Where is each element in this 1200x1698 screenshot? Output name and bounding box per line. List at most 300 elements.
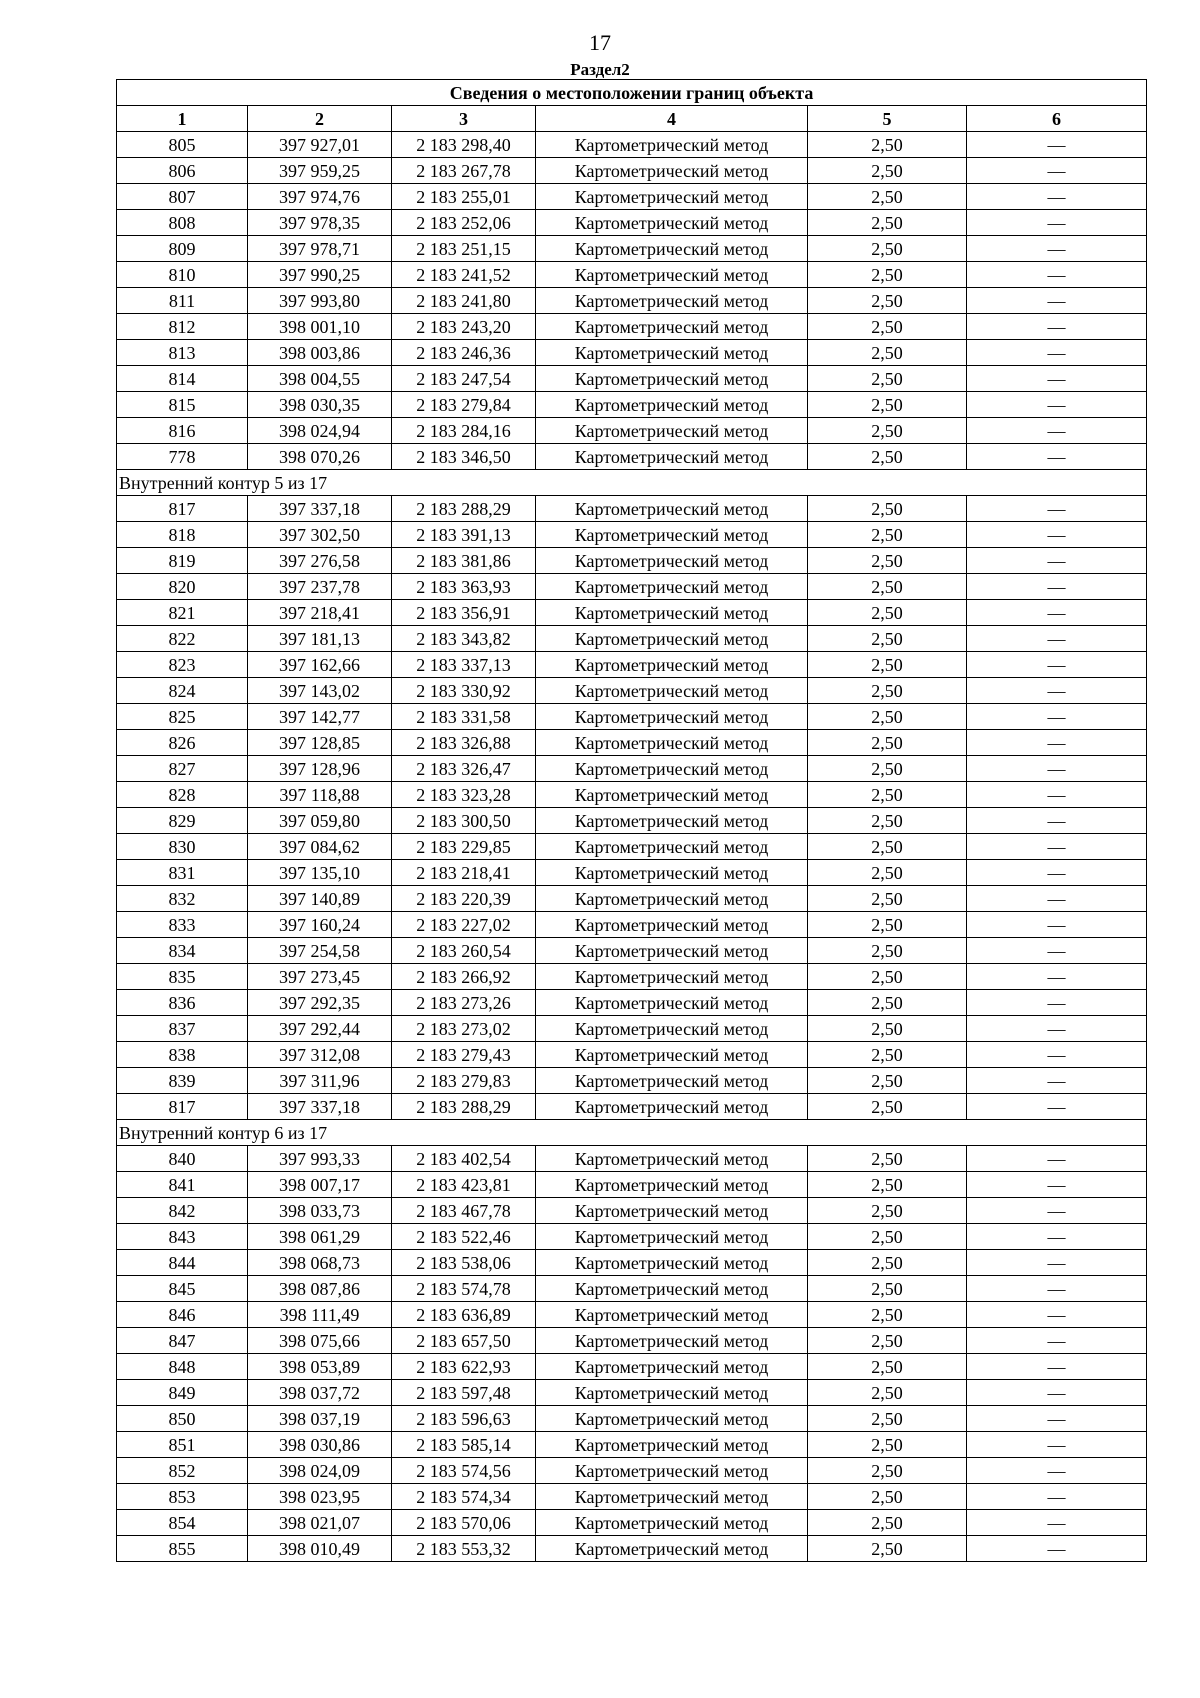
y-coordinate-cell: 2 183 284,16	[392, 418, 536, 444]
x-coordinate-cell: 397 181,13	[248, 626, 392, 652]
description-cell: —	[967, 1328, 1147, 1354]
y-coordinate-cell: 2 183 574,34	[392, 1484, 536, 1510]
y-coordinate-cell: 2 183 596,63	[392, 1406, 536, 1432]
point-number-cell: 822	[117, 626, 248, 652]
method-cell: Картометрический метод	[536, 392, 808, 418]
boundary-coordinates-table	[116, 79, 1147, 1562]
x-coordinate-cell: 397 312,08	[248, 1042, 392, 1068]
method-cell: Картометрический метод	[536, 184, 808, 210]
accuracy-cell: 2,50	[808, 1380, 967, 1406]
method-cell: Картометрический метод	[536, 1510, 808, 1536]
accuracy-cell: 2,50	[808, 1198, 967, 1224]
x-coordinate-cell: 397 959,25	[248, 158, 392, 184]
method-cell: Картометрический метод	[536, 912, 808, 938]
column-header: 6	[967, 106, 1147, 132]
description-cell: —	[967, 964, 1147, 990]
accuracy-cell: 2,50	[808, 1016, 967, 1042]
description-cell: —	[967, 912, 1147, 938]
description-cell: —	[967, 1172, 1147, 1198]
description-cell: —	[967, 990, 1147, 1016]
method-cell: Картометрический метод	[536, 1016, 808, 1042]
point-number-cell: 854	[117, 1510, 248, 1536]
x-coordinate-cell: 398 007,17	[248, 1172, 392, 1198]
x-coordinate-cell: 397 993,80	[248, 288, 392, 314]
description-cell: —	[967, 366, 1147, 392]
x-coordinate-cell: 398 033,73	[248, 1198, 392, 1224]
y-coordinate-cell: 2 183 570,06	[392, 1510, 536, 1536]
table-row	[117, 1146, 1147, 1172]
method-cell: Картометрический метод	[536, 1406, 808, 1432]
description-cell: —	[967, 444, 1147, 470]
description-cell: —	[967, 262, 1147, 288]
method-cell: Картометрический метод	[536, 366, 808, 392]
x-coordinate-cell: 397 311,96	[248, 1068, 392, 1094]
x-coordinate-cell: 397 990,25	[248, 262, 392, 288]
method-cell: Картометрический метод	[536, 444, 808, 470]
table-row	[117, 938, 1147, 964]
x-coordinate-cell: 397 292,35	[248, 990, 392, 1016]
point-number-cell: 815	[117, 392, 248, 418]
table-row	[117, 1016, 1147, 1042]
method-cell: Картометрический метод	[536, 626, 808, 652]
point-number-cell: 847	[117, 1328, 248, 1354]
table-row	[117, 1224, 1147, 1250]
y-coordinate-cell: 2 183 330,92	[392, 678, 536, 704]
method-cell: Картометрический метод	[536, 1224, 808, 1250]
y-coordinate-cell: 2 183 381,86	[392, 548, 536, 574]
column-header: 3	[392, 106, 536, 132]
table-row	[117, 1328, 1147, 1354]
y-coordinate-cell: 2 183 346,50	[392, 444, 536, 470]
point-number-cell: 838	[117, 1042, 248, 1068]
accuracy-cell: 2,50	[808, 652, 967, 678]
point-number-cell: 809	[117, 236, 248, 262]
x-coordinate-cell: 398 024,09	[248, 1458, 392, 1484]
y-coordinate-cell: 2 183 241,80	[392, 288, 536, 314]
point-number-cell: 829	[117, 808, 248, 834]
point-number-cell: 853	[117, 1484, 248, 1510]
x-coordinate-cell: 397 237,78	[248, 574, 392, 600]
point-number-cell: 825	[117, 704, 248, 730]
y-coordinate-cell: 2 183 331,58	[392, 704, 536, 730]
table-row	[117, 1068, 1147, 1094]
column-header: 4	[536, 106, 808, 132]
x-coordinate-cell: 397 084,62	[248, 834, 392, 860]
method-cell: Картометрический метод	[536, 548, 808, 574]
accuracy-cell: 2,50	[808, 704, 967, 730]
accuracy-cell: 2,50	[808, 626, 967, 652]
accuracy-cell: 2,50	[808, 1146, 967, 1172]
description-cell: —	[967, 1406, 1147, 1432]
x-coordinate-cell: 397 142,77	[248, 704, 392, 730]
table-body	[117, 132, 1147, 1562]
point-number-cell: 837	[117, 1016, 248, 1042]
table-row	[117, 912, 1147, 938]
y-coordinate-cell: 2 183 363,93	[392, 574, 536, 600]
x-coordinate-cell: 397 118,88	[248, 782, 392, 808]
table-row	[117, 392, 1147, 418]
method-cell: Картометрический метод	[536, 1094, 808, 1120]
description-cell: —	[967, 236, 1147, 262]
method-cell: Картометрический метод	[536, 1354, 808, 1380]
y-coordinate-cell: 2 183 300,50	[392, 808, 536, 834]
y-coordinate-cell: 2 183 255,01	[392, 184, 536, 210]
point-number-cell: 832	[117, 886, 248, 912]
accuracy-cell: 2,50	[808, 210, 967, 236]
table-row	[117, 1484, 1147, 1510]
table-row	[117, 444, 1147, 470]
table-row	[117, 236, 1147, 262]
point-number-cell: 818	[117, 522, 248, 548]
accuracy-cell: 2,50	[808, 522, 967, 548]
table-row	[117, 1276, 1147, 1302]
description-cell: —	[967, 496, 1147, 522]
method-cell: Картометрический метод	[536, 1068, 808, 1094]
method-cell: Картометрический метод	[536, 1198, 808, 1224]
description-cell: —	[967, 1458, 1147, 1484]
y-coordinate-cell: 2 183 326,88	[392, 730, 536, 756]
y-coordinate-cell: 2 183 337,13	[392, 652, 536, 678]
y-coordinate-cell: 2 183 252,06	[392, 210, 536, 236]
description-cell: —	[967, 678, 1147, 704]
method-cell: Картометрический метод	[536, 704, 808, 730]
table-row	[117, 1354, 1147, 1380]
description-cell: —	[967, 834, 1147, 860]
description-cell: —	[967, 1042, 1147, 1068]
description-cell: —	[967, 1146, 1147, 1172]
x-coordinate-cell: 397 135,10	[248, 860, 392, 886]
y-coordinate-cell: 2 183 538,06	[392, 1250, 536, 1276]
method-cell: Картометрический метод	[536, 288, 808, 314]
x-coordinate-cell: 398 070,26	[248, 444, 392, 470]
point-number-cell: 817	[117, 1094, 248, 1120]
method-cell: Картометрический метод	[536, 132, 808, 158]
method-cell: Картометрический метод	[536, 158, 808, 184]
table-row	[117, 1380, 1147, 1406]
point-number-cell: 833	[117, 912, 248, 938]
column-number-row	[117, 106, 1147, 132]
table-row	[117, 574, 1147, 600]
point-number-cell: 824	[117, 678, 248, 704]
accuracy-cell: 2,50	[808, 1276, 967, 1302]
table-row	[117, 132, 1147, 158]
description-cell: —	[967, 1302, 1147, 1328]
x-coordinate-cell: 398 001,10	[248, 314, 392, 340]
contour-header-row	[117, 1120, 1147, 1146]
table-row	[117, 860, 1147, 886]
accuracy-cell: 2,50	[808, 1094, 967, 1120]
accuracy-cell: 2,50	[808, 860, 967, 886]
table-row	[117, 678, 1147, 704]
description-cell: —	[967, 808, 1147, 834]
x-coordinate-cell: 397 162,66	[248, 652, 392, 678]
page-number: 17	[589, 30, 611, 55]
point-number-cell: 835	[117, 964, 248, 990]
y-coordinate-cell: 2 183 220,39	[392, 886, 536, 912]
method-cell: Картометрический метод	[536, 652, 808, 678]
table-row	[117, 548, 1147, 574]
point-number-cell: 820	[117, 574, 248, 600]
table-row	[117, 756, 1147, 782]
point-number-cell: 844	[117, 1250, 248, 1276]
x-coordinate-cell: 398 037,19	[248, 1406, 392, 1432]
accuracy-cell: 2,50	[808, 444, 967, 470]
method-cell: Картометрический метод	[536, 678, 808, 704]
table-row	[117, 262, 1147, 288]
table-row	[117, 704, 1147, 730]
method-cell: Картометрический метод	[536, 210, 808, 236]
method-cell: Картометрический метод	[536, 496, 808, 522]
column-header: 1	[117, 106, 248, 132]
point-number-cell: 823	[117, 652, 248, 678]
point-number-cell: 848	[117, 1354, 248, 1380]
method-cell: Картометрический метод	[536, 1276, 808, 1302]
table-row	[117, 1094, 1147, 1120]
table-row	[117, 496, 1147, 522]
point-number-cell: 813	[117, 340, 248, 366]
x-coordinate-cell: 397 978,71	[248, 236, 392, 262]
accuracy-cell: 2,50	[808, 1302, 967, 1328]
point-number-cell: 826	[117, 730, 248, 756]
table-row	[117, 1042, 1147, 1068]
point-number-cell: 817	[117, 496, 248, 522]
description-cell: —	[967, 340, 1147, 366]
description-cell: —	[967, 132, 1147, 158]
method-cell: Картометрический метод	[536, 938, 808, 964]
method-cell: Картометрический метод	[536, 1172, 808, 1198]
table-row	[117, 626, 1147, 652]
column-header: 5	[808, 106, 967, 132]
accuracy-cell: 2,50	[808, 314, 967, 340]
accuracy-cell: 2,50	[808, 1510, 967, 1536]
accuracy-cell: 2,50	[808, 496, 967, 522]
y-coordinate-cell: 2 183 266,92	[392, 964, 536, 990]
table-row	[117, 1302, 1147, 1328]
method-cell: Картометрический метод	[536, 860, 808, 886]
accuracy-cell: 2,50	[808, 1328, 967, 1354]
description-cell: —	[967, 392, 1147, 418]
table-row	[117, 314, 1147, 340]
y-coordinate-cell: 2 183 574,78	[392, 1276, 536, 1302]
x-coordinate-cell: 398 030,86	[248, 1432, 392, 1458]
method-cell: Картометрический метод	[536, 314, 808, 340]
method-cell: Картометрический метод	[536, 964, 808, 990]
y-coordinate-cell: 2 183 267,78	[392, 158, 536, 184]
description-cell: —	[967, 1094, 1147, 1120]
point-number-cell: 831	[117, 860, 248, 886]
point-number-cell: 805	[117, 132, 248, 158]
y-coordinate-cell: 2 183 467,78	[392, 1198, 536, 1224]
x-coordinate-cell: 397 302,50	[248, 522, 392, 548]
accuracy-cell: 2,50	[808, 886, 967, 912]
table-row	[117, 1510, 1147, 1536]
accuracy-cell: 2,50	[808, 262, 967, 288]
accuracy-cell: 2,50	[808, 236, 967, 262]
x-coordinate-cell: 398 061,29	[248, 1224, 392, 1250]
x-coordinate-cell: 397 128,96	[248, 756, 392, 782]
y-coordinate-cell: 2 183 246,36	[392, 340, 536, 366]
accuracy-cell: 2,50	[808, 184, 967, 210]
description-cell: —	[967, 652, 1147, 678]
description-cell: —	[967, 886, 1147, 912]
accuracy-cell: 2,50	[808, 600, 967, 626]
description-cell: —	[967, 1250, 1147, 1276]
table-row	[117, 158, 1147, 184]
table-row	[117, 1406, 1147, 1432]
y-coordinate-cell: 2 183 279,43	[392, 1042, 536, 1068]
accuracy-cell: 2,50	[808, 548, 967, 574]
accuracy-cell: 2,50	[808, 912, 967, 938]
description-cell: —	[967, 1354, 1147, 1380]
x-coordinate-cell: 397 218,41	[248, 600, 392, 626]
y-coordinate-cell: 2 183 323,28	[392, 782, 536, 808]
y-coordinate-cell: 2 183 522,46	[392, 1224, 536, 1250]
column-header: 2	[248, 106, 392, 132]
point-number-cell: 816	[117, 418, 248, 444]
point-number-cell: 836	[117, 990, 248, 1016]
description-cell: —	[967, 1432, 1147, 1458]
table-row	[117, 1172, 1147, 1198]
accuracy-cell: 2,50	[808, 340, 967, 366]
x-coordinate-cell: 398 037,72	[248, 1380, 392, 1406]
point-number-cell: 843	[117, 1224, 248, 1250]
point-number-cell: 855	[117, 1536, 248, 1562]
description-cell: —	[967, 210, 1147, 236]
description-cell: —	[967, 782, 1147, 808]
table-row	[117, 964, 1147, 990]
table-row	[117, 834, 1147, 860]
y-coordinate-cell: 2 183 298,40	[392, 132, 536, 158]
method-cell: Картометрический метод	[536, 262, 808, 288]
method-cell: Картометрический метод	[536, 1302, 808, 1328]
y-coordinate-cell: 2 183 574,56	[392, 1458, 536, 1484]
contour-label: Внутренний контур 5 из 17	[117, 470, 1147, 496]
point-number-cell: 827	[117, 756, 248, 782]
table-caption-row	[117, 80, 1147, 106]
y-coordinate-cell: 2 183 229,85	[392, 834, 536, 860]
method-cell: Картометрический метод	[536, 418, 808, 444]
y-coordinate-cell: 2 183 356,91	[392, 600, 536, 626]
description-cell: —	[967, 626, 1147, 652]
y-coordinate-cell: 2 183 251,15	[392, 236, 536, 262]
method-cell: Картометрический метод	[536, 574, 808, 600]
method-cell: Картометрический метод	[536, 1146, 808, 1172]
method-cell: Картометрический метод	[536, 522, 808, 548]
x-coordinate-cell: 398 075,66	[248, 1328, 392, 1354]
x-coordinate-cell: 397 140,89	[248, 886, 392, 912]
y-coordinate-cell: 2 183 343,82	[392, 626, 536, 652]
point-number-cell: 812	[117, 314, 248, 340]
y-coordinate-cell: 2 183 241,52	[392, 262, 536, 288]
method-cell: Картометрический метод	[536, 1328, 808, 1354]
y-coordinate-cell: 2 183 218,41	[392, 860, 536, 886]
y-coordinate-cell: 2 183 273,26	[392, 990, 536, 1016]
point-number-cell: 846	[117, 1302, 248, 1328]
description-cell: —	[967, 704, 1147, 730]
point-number-cell: 841	[117, 1172, 248, 1198]
method-cell: Картометрический метод	[536, 236, 808, 262]
x-coordinate-cell: 397 974,76	[248, 184, 392, 210]
y-coordinate-cell: 2 183 391,13	[392, 522, 536, 548]
accuracy-cell: 2,50	[808, 158, 967, 184]
x-coordinate-cell: 398 004,55	[248, 366, 392, 392]
point-number-cell: 807	[117, 184, 248, 210]
description-cell: —	[967, 1380, 1147, 1406]
point-number-cell: 810	[117, 262, 248, 288]
description-cell: —	[967, 574, 1147, 600]
method-cell: Картометрический метод	[536, 730, 808, 756]
section-title: Раздел2	[570, 60, 630, 79]
table-row	[117, 1536, 1147, 1562]
accuracy-cell: 2,50	[808, 1484, 967, 1510]
accuracy-cell: 2,50	[808, 1432, 967, 1458]
description-cell: —	[967, 1510, 1147, 1536]
method-cell: Картометрический метод	[536, 1432, 808, 1458]
point-number-cell: 834	[117, 938, 248, 964]
description-cell: —	[967, 418, 1147, 444]
description-cell: —	[967, 314, 1147, 340]
x-coordinate-cell: 397 254,58	[248, 938, 392, 964]
y-coordinate-cell: 2 183 288,29	[392, 496, 536, 522]
y-coordinate-cell: 2 183 273,02	[392, 1016, 536, 1042]
x-coordinate-cell: 397 927,01	[248, 132, 392, 158]
accuracy-cell: 2,50	[808, 1224, 967, 1250]
point-number-cell: 852	[117, 1458, 248, 1484]
accuracy-cell: 2,50	[808, 964, 967, 990]
point-number-cell: 819	[117, 548, 248, 574]
x-coordinate-cell: 397 273,45	[248, 964, 392, 990]
accuracy-cell: 2,50	[808, 574, 967, 600]
table-row	[117, 418, 1147, 444]
table-head	[117, 80, 1147, 132]
accuracy-cell: 2,50	[808, 1458, 967, 1484]
y-coordinate-cell: 2 183 288,29	[392, 1094, 536, 1120]
method-cell: Картометрический метод	[536, 600, 808, 626]
table-caption: Сведения о местоположении границ объекта	[117, 80, 1147, 106]
description-cell: —	[967, 158, 1147, 184]
description-cell: —	[967, 522, 1147, 548]
y-coordinate-cell: 2 183 279,84	[392, 392, 536, 418]
accuracy-cell: 2,50	[808, 834, 967, 860]
point-number-cell: 778	[117, 444, 248, 470]
y-coordinate-cell: 2 183 585,14	[392, 1432, 536, 1458]
x-coordinate-cell: 398 024,94	[248, 418, 392, 444]
table-row	[117, 184, 1147, 210]
x-coordinate-cell: 397 143,02	[248, 678, 392, 704]
method-cell: Картометрический метод	[536, 1458, 808, 1484]
accuracy-cell: 2,50	[808, 1250, 967, 1276]
point-number-cell: 850	[117, 1406, 248, 1432]
description-cell: —	[967, 1276, 1147, 1302]
y-coordinate-cell: 2 183 597,48	[392, 1380, 536, 1406]
accuracy-cell: 2,50	[808, 808, 967, 834]
table-row	[117, 288, 1147, 314]
table-row	[117, 730, 1147, 756]
y-coordinate-cell: 2 183 260,54	[392, 938, 536, 964]
point-number-cell: 840	[117, 1146, 248, 1172]
x-coordinate-cell: 397 160,24	[248, 912, 392, 938]
point-number-cell: 845	[117, 1276, 248, 1302]
description-cell: —	[967, 600, 1147, 626]
table-row	[117, 210, 1147, 236]
accuracy-cell: 2,50	[808, 1536, 967, 1562]
point-number-cell: 814	[117, 366, 248, 392]
table-row	[117, 652, 1147, 678]
accuracy-cell: 2,50	[808, 1068, 967, 1094]
method-cell: Картометрический метод	[536, 1250, 808, 1276]
method-cell: Картометрический метод	[536, 1536, 808, 1562]
point-number-cell: 808	[117, 210, 248, 236]
